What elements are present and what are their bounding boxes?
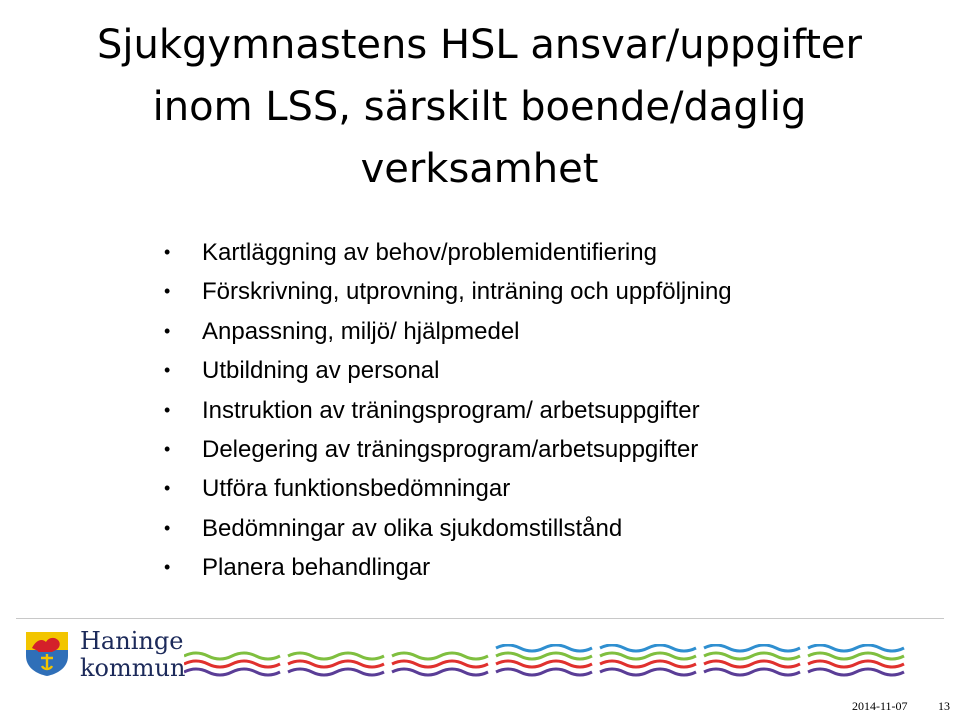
bullet-item xyxy=(164,548,944,587)
bullet-text: Planera behandlingar xyxy=(202,554,431,582)
wave-blue-stripe xyxy=(496,645,904,651)
bullet-item xyxy=(164,391,944,430)
bullet-icon: • xyxy=(164,320,171,341)
bullet-item xyxy=(164,312,944,351)
bullet-text: Instruktion av träningsprogram/ arbetsuppgifter xyxy=(202,396,700,424)
bullet-text: Anpassning, miljö/ hjälpmedel xyxy=(202,317,520,345)
bullet-icon: • xyxy=(164,360,171,381)
slide-title-line-2: inom LSS, särskilt boende/daglig xyxy=(152,84,807,130)
wave-red-stripe xyxy=(184,661,904,667)
bullet-list xyxy=(164,233,944,588)
bullet-text: Utföra funktionsbedömningar xyxy=(202,475,511,503)
footer-divider xyxy=(16,618,944,619)
slide-title-line-3: verksamhet xyxy=(360,146,599,192)
bullet-text: Förskrivning, utprovning, inträning och uppföljning xyxy=(202,278,732,306)
bullet-icon: • xyxy=(164,478,171,499)
bullet-item xyxy=(164,430,944,469)
haninge-logo-wordmark xyxy=(80,628,185,682)
haninge-coat-of-arms-icon xyxy=(24,630,70,676)
page-number: 13 xyxy=(938,699,950,713)
slide-title xyxy=(0,14,959,200)
slide-title-line-1: Sjukgymnastens HSL ansvar/uppgifter xyxy=(97,22,862,68)
logo-line-2: kommun xyxy=(80,654,186,682)
bullet-item xyxy=(164,272,944,311)
decorative-waves xyxy=(184,644,944,680)
bullet-icon: • xyxy=(164,557,171,578)
logo-line-1: Haninge xyxy=(80,627,184,655)
wave-green-stripe xyxy=(184,653,904,659)
bullet-text: Delegering av träningsprogram/arbetsuppgifter xyxy=(202,435,699,463)
bullet-text: Bedömningar av olika sjukdomstillstånd xyxy=(202,514,623,542)
bullet-icon: • xyxy=(164,281,171,302)
wave-purple-stripe xyxy=(184,669,904,675)
bullet-item xyxy=(164,469,944,508)
bullet-item xyxy=(164,509,944,548)
footer-date: 2014-11-07 xyxy=(852,699,908,713)
bullet-item xyxy=(164,351,944,390)
bullet-text: Utbildning av personal xyxy=(202,357,440,385)
bullet-icon: • xyxy=(164,438,171,459)
bullet-icon: • xyxy=(164,242,171,262)
bullet-item xyxy=(164,233,944,272)
bullet-icon: • xyxy=(164,399,171,420)
bullet-icon: • xyxy=(164,517,171,538)
bullet-text: Kartläggning av behov/problemidentifiering xyxy=(202,239,657,266)
